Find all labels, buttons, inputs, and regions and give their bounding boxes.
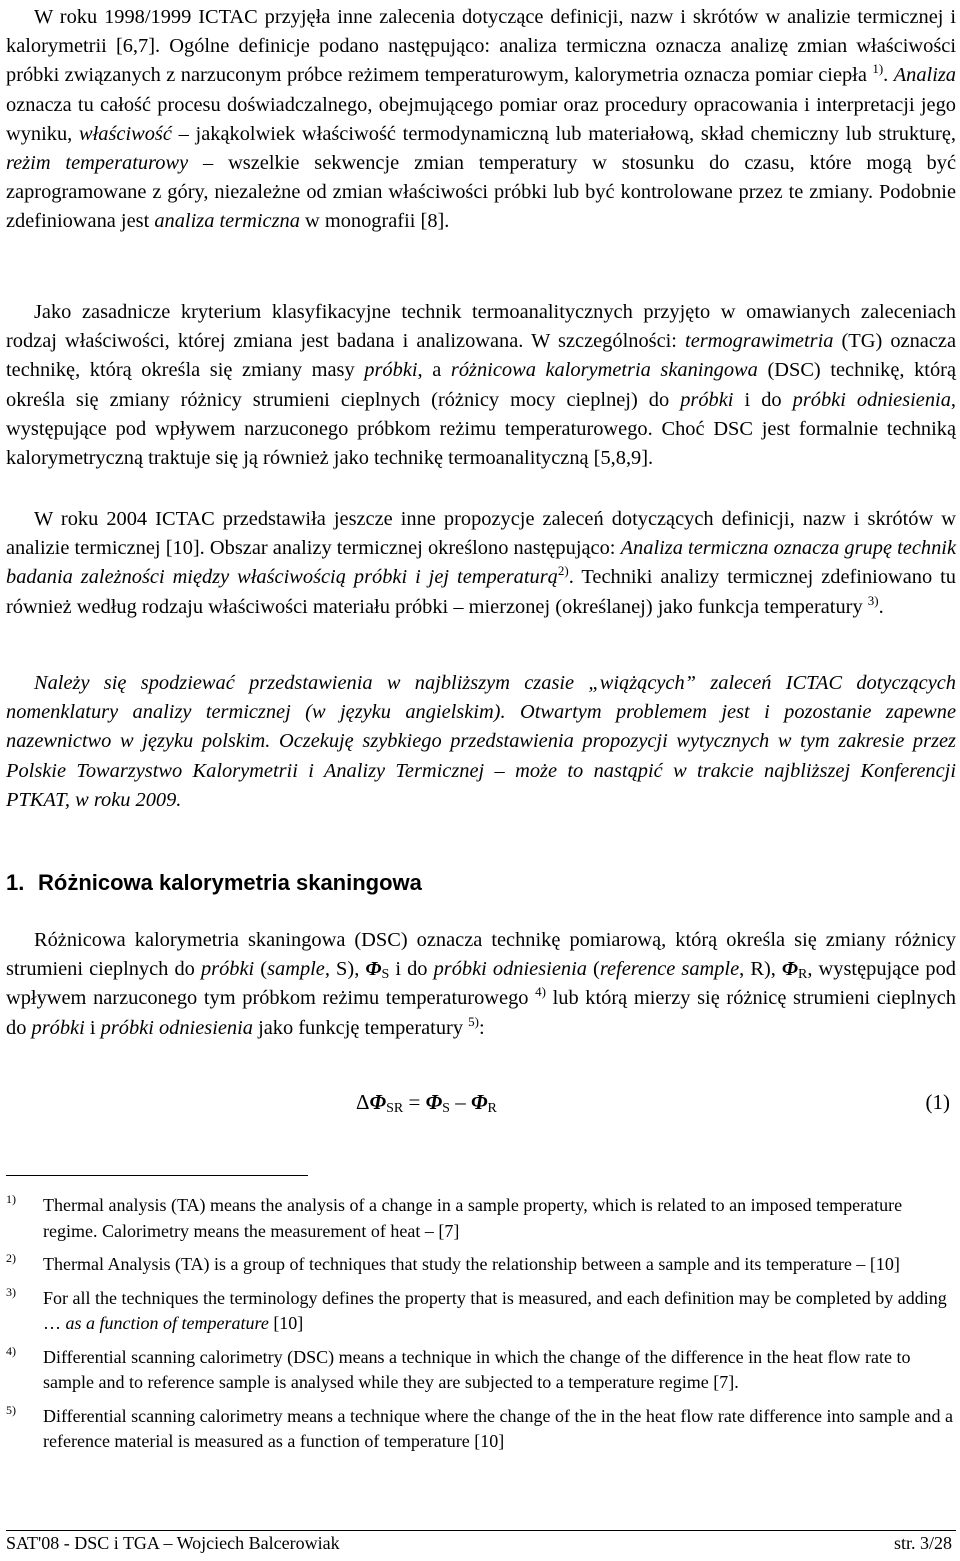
footnote-1: 1) Thermal analysis (TA) means the analysis of a change in a sample property, which is related to an imposed temperature regime. Calorimetry means the measurement of heat – [7] xyxy=(6,1192,903,1241)
equation-number: (1) xyxy=(925,1090,950,1114)
paragraph-ictac-2004: W roku 2004 ICTAC przedstawiła jeszcze inne propozycje zaleceń dotyczących definicji, nazw i skrótów w analizie termicznej [10]. Obszar analizy termicznej określono następująco: Analiza termiczna oznacza grupę technik badania zależności między właściwością próbki i jej temperaturą$^{2)}$. Techniki analizy termicznej zdefiniowano tu również według rodzaju właściwości materiału próbki – mierzonej (określanej) jako funkcja temperatury $^{3)}$. xyxy=(6,508,957,618)
footnote-divider xyxy=(6,1175,308,1176)
footnote-ref: 4) xyxy=(535,984,546,1000)
footnote-ref: 5) xyxy=(468,1013,479,1029)
footnote-ref: 2) xyxy=(557,563,569,579)
footnote-ref: 3) xyxy=(867,592,879,608)
paragraph-ictac-1998: W roku 1998/1999 ICTAC przyjęła inne zalecenia dotyczące definicji, nazw i skrótów w analizie termicznej i kalorymetrii [6,7]. Ogólne definicje podano następująco: analiza termiczna oznacza analizę zmian właściwości próbki związanych z narzuconym próbce reżimem temperaturowym, kalorymetria oznacza pomiar ciepła $^{1)}$. Analiza oznacza tu całość procesu doświadczalnego, obejmującego pomiar oraz procedury opracowania i interpretacji jego wyniku, właściwość – jakąkolwiek właściwość termodynamiczną lub materiałową, skład chemiczny lub strukturę, reżim temperaturowy – wszelkie sekwencje zmian temperatury w stosunku do czasu, które mogą być zaprogramowane z góry, niezależne od zmian właściwości próbki lub być kontrolowane przez te zmiany. Podobnie zdefiniowana jest analiza termiczna w monografii [8]. xyxy=(6,6,956,233)
paragraph-classification: Jako zasadnicze kryterium klasyfikacyjne technik termoanalitycznych przyjęto w omawianych zaleceniach rodzaj właściwości, której zmiana jest badana i analizowana. W szczególności: termograwimetria (TG) oznacza technikę, którą określa się zmiany masy próbki, a różnicowa kalorymetria skaningowa (DSC) technikę, którą określa się zmiany różnicy strumieni cieplnych (różnicy mocy cieplnej) do próbki i do próbki odniesienia, występujące pod wpływem narzuconego próbkom reżimu temperaturowego. Choć DSC jest formalnie techniką kalorymetryczną traktuje się ją również jako technikę termoanalityczną [5,8,9]. xyxy=(6,301,957,470)
phi-symbol: Φ xyxy=(365,958,382,981)
phi-symbol: Φ xyxy=(781,958,799,981)
footnote-ref: 1) xyxy=(872,61,884,77)
footnote-3: 3) For all the techniques the terminology defines the property that is measured, and each definition may be completed by adding … as a function of temperature [10] xyxy=(6,1284,947,1333)
section-title: Różnicowa kalorymetria skaningowa xyxy=(38,870,422,895)
page-number: str. 3/28 xyxy=(893,1533,952,1553)
section-heading xyxy=(6,870,422,896)
footnote-4: 4) Differential scanning calorimetry (DSC) means a technique in which the change of the difference in the heat flow rate to sample and to reference sample is analysed while they are subjected to a temperature regime [7]. xyxy=(6,1343,911,1392)
footnotes xyxy=(6,1193,956,1463)
paragraph-dsc-definition: Różnicowa kalorymetria skaningowa (DSC) oznacza technikę pomiarową, którą określa się zmiany różnicy strumieni cieplnych do próbki (sample, S), $\Phi_S$ i do próbki odniesienia (reference sample, R), $\Phi_R$, występujące pod wpływem narzuconego tym próbkom reżimu temperaturowego $^{4)}$ lub którą mierzy się różnicę strumieni cieplnych do próbki i próbki odniesienia jako funkcję temperatury $^{5)}$: xyxy=(6,929,956,1039)
equation-1 xyxy=(6,1090,956,1120)
section-number: 1. xyxy=(6,870,25,895)
footnote-5: 5) Differential scanning calorimetry means a technique where the change of the in the heat flow rate difference into sample and a reference material is measured as a function of temperature [10] xyxy=(6,1402,953,1451)
footnote-2: 2) Thermal Analysis (TA) is a group of techniques that study the relationship between a sample and its temperature – [10] xyxy=(6,1251,900,1274)
page-footer xyxy=(6,1530,956,1553)
author-note: Należy się spodziewać przedstawienia w najbliższym czasie „wiążących” zaleceń ICTAC dotyczących nomenklatury analizy termicznej (w języku angielskim). Otwartym problemem jest i pozostanie zapewne nazewnictwo w języku polskim. Oczekuję szybkiego przedstawienia propozycji wytycznych w tym zakresie przez Polskie Towarzystwo Kalorymetrii i Analizy Termicznej – może to nastąpić w trakcie najbliższej Konferencji PTKAT, w roku 2009. xyxy=(6,672,956,811)
footer-title: SAT'08 - DSC i TGA – Wojciech Balcerowiak xyxy=(6,1533,340,1553)
equation-formula: $\Delta\Phi_{SR} = \Phi_S - \Phi_R$ xyxy=(356,1090,497,1116)
